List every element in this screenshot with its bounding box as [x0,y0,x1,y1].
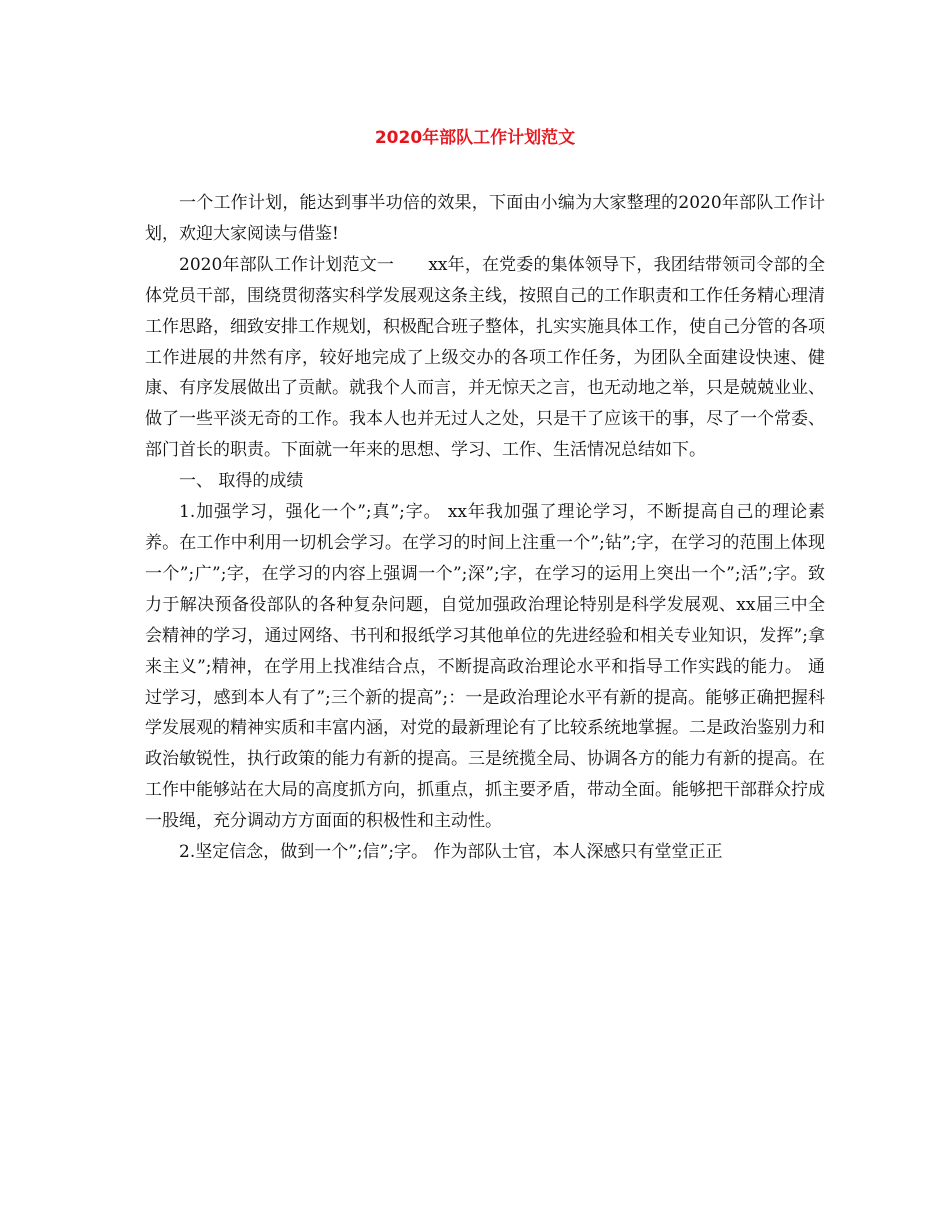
paragraph-intro: 一个工作计划，能达到事半功倍的效果，下面由小编为大家整理的2020年部队工作计划，欢迎大家阅读与借鉴! [145,193,825,244]
paragraph-plan-one: 2020年部队工作计划范文一 xx年，在党委的集体领导下，我团结带领司令部的全体党员干部，围绕贯彻落实科学发展观这条主线，按照自己的工作职责和工作任务精心理清工作思路，细致安排工作规划，积极配合班子整体，扎实实施具体工作，使自己分管的各项工作进展的井然有序，较好地完成了上级交办的各项工作任务，为团队全面建设快速、健康、有序发展做出了贡献。就我个人而言，并无惊天之言，也无动地之举，只是兢兢业业、做了一些平淡无奇的工作。我本人也并无过人之处，只是干了应该干的事，尽了一个常委、部门首长的职责。下面就一年来的思想、学习、工作、生活情况总结如下。 [145,254,825,461]
document-body [145,188,825,868]
section-heading-achievements: 一、 取得的成绩 [179,471,304,492]
document-title: 2020年部队工作计划范文 [374,128,576,148]
paragraph-belief: 2.坚定信念，做到一个”;信”;字。 作为部队士官，本人深感只有堂堂正正 [179,842,723,863]
paragraph-learning: 1.加强学习，强化一个”;真”;字。 xx年我加强了理论学习，不断提高自己的理论素养。在工作中利用一切机会学习。在学习的时间上注重一个”;钻”;字，在学习的范围上体现一个”;广”;字，在学习的内容上强调一个”;深”;字，在学习的运用上突出一个”;活”;字。致力于解决预备役部队的各种复杂问题，自觉加强政治理论特别是科学发展观、xx届三中全会精神的学习，通过网络、书刊和报纸学习其他单位的先进经验和相关专业知识，发挥”;拿来主义”;精神，在学用上找准结合点，不断提高政治理论水平和指导工作实践的能力。 通过学习，感到本人有了”;三个新的提高”;：一是政治理论水平有新的提高。能够正确把握科学发展观的精神实质和丰富内涵，对党的最新理论有了比较系统地掌握。二是政治鉴别力和政治敏锐性，执行政策的能力有新的提高。三是统揽全局、协调各方的能力有新的提高。在工作中能够站在大局的高度抓方向，抓重点，抓主要矛盾，带动全面。能够把干部群众拧成一股绳，充分调动方方面面的积极性和主动性。 [145,502,825,832]
